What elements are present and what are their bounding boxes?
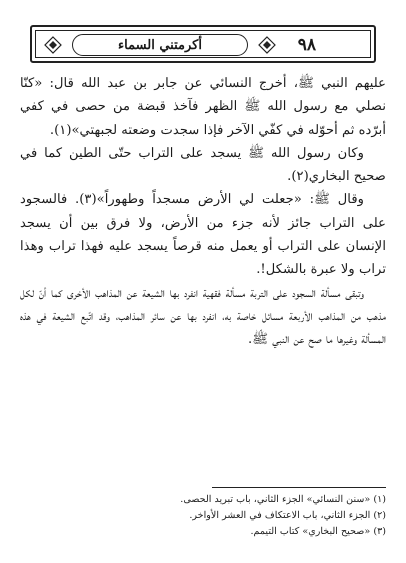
ornament-icon	[44, 36, 62, 54]
footnotes	[20, 492, 386, 540]
footnote: (٣) «صحيح البخاري» كتاب التيمم.	[250, 526, 386, 537]
ornament-icon	[258, 36, 276, 54]
chapter-title: أكرمتني السماء	[72, 34, 248, 56]
paragraph: وتبقى مسألة السجود على التربة مسألة فقهية انفرد بها الشيعة عن المذاهب الأخرى كما أنّ لكل مذهب من المذاهب الأربعة مسائل خاصة به، انفرد بها عن سائر المذاهب، وقد اتّبع الشيعة في هذه المسألة وغيرها ما صح عن النبي ﷺ.	[20, 285, 386, 348]
footnote-divider	[212, 487, 386, 488]
footnote: (١) «سنن النسائي» الجزء الثاني، باب تبريد الحصى.	[180, 494, 386, 505]
paragraph: وكان رسول الله ﷺ يسجد على التراب حتّى الطين كما في صحيح البخاري(٢).	[20, 145, 386, 185]
footnote: (٢) الجزء الثاني، باب الاعتكاف في العشر الأواخر.	[189, 510, 386, 521]
page-number: ٩٨	[297, 35, 316, 55]
main-text	[20, 72, 386, 352]
page-header	[30, 25, 376, 63]
paragraph: وقال ﷺ: «جعلت لي الأرض مسجداً وطهوراً»(٣). فالسجود على التراب جائز لأنه جزء من الأرض، ولا فرق بين أن يسجد الإنسان على التراب أو يعمل منه قرصاً يسجد عليه فهذا تراب وهذا تراب ولا عبرة بالشكل!.	[20, 192, 386, 278]
paragraph: عليهم النبي ﷺ، أخرج النسائي عن جابر بن عبد الله قال: «كنّا نصلي مع رسول الله ﷺ الظهر فآخذ قبضة من حصى في كفي أبرّده ثم أحوّله في كفّي الآخر فإذا سجدت وضعته لجبهتي»(١).	[20, 76, 386, 138]
